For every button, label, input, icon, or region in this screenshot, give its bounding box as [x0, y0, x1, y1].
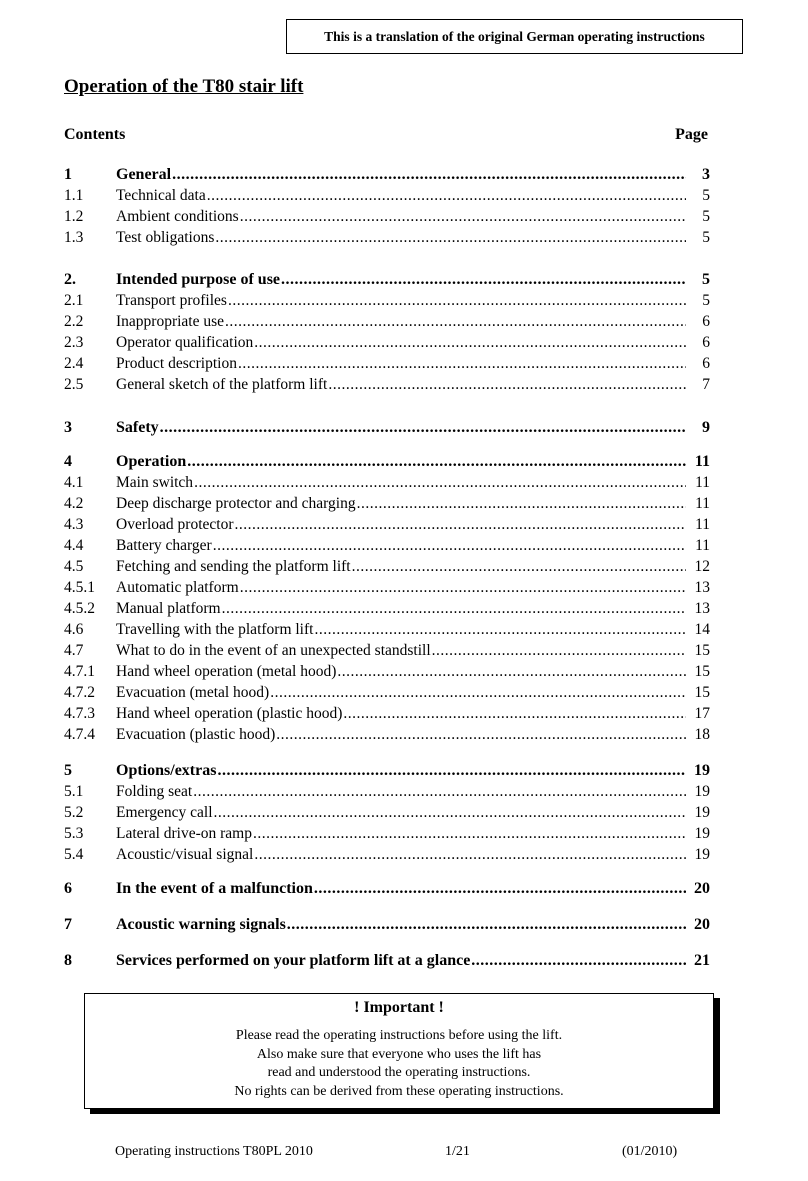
toc-entry — [64, 952, 710, 973]
footer-doc-id: Operating instructions T80PL 2010 — [115, 1144, 313, 1159]
toc-leader-dots — [314, 621, 686, 639]
toc-page-number: 15 — [694, 684, 710, 701]
toc-entry — [64, 187, 710, 208]
toc-leader-dots — [160, 419, 686, 437]
toc-leader-dots — [215, 229, 686, 247]
toc-leader-dots — [240, 579, 686, 597]
toc-number: 4.7.1 — [64, 663, 95, 680]
toc-entry — [64, 355, 710, 376]
important-notice-box — [84, 993, 714, 1109]
toc-page-number: 6 — [702, 334, 710, 351]
toc-entry — [64, 229, 710, 250]
toc-label: Main switch — [116, 474, 194, 491]
toc-number: 7 — [64, 916, 72, 933]
toc-label: Folding seat — [116, 783, 193, 800]
toc-number: 4 — [64, 453, 72, 470]
toc-label: Options/extras — [116, 762, 217, 779]
toc-leader-dots — [328, 376, 686, 394]
toc-number: 2.4 — [64, 355, 84, 372]
toc-entry — [64, 474, 710, 495]
toc-page-number: 18 — [694, 726, 710, 743]
toc-label: Hand wheel operation (plastic hood) — [116, 705, 343, 722]
toc-label: Inappropriate use — [116, 313, 225, 330]
toc-leader-dots — [287, 916, 686, 934]
toc-label: Manual platform — [116, 600, 221, 617]
toc-label: Overload protector — [116, 516, 234, 533]
toc-number: 4.7 — [64, 642, 84, 659]
toc-number: 1 — [64, 166, 72, 183]
toc-page-number: 3 — [702, 166, 710, 183]
toc-page-number: 19 — [694, 762, 710, 779]
toc-label: Evacuation (metal hood) — [116, 684, 270, 701]
toc-number: 5.1 — [64, 783, 84, 800]
toc-entry — [64, 916, 710, 937]
toc-label: Hand wheel operation (metal hood) — [116, 663, 337, 680]
toc-page-number: 13 — [694, 579, 710, 596]
toc-label: Acoustic warning signals — [116, 916, 286, 933]
toc-leader-dots — [270, 684, 686, 702]
toc-page-number: 11 — [694, 453, 710, 470]
toc-leader-dots — [193, 783, 686, 801]
important-line: read and understood the operating instructions. — [267, 1065, 531, 1080]
toc-label: Services performed on your platform lift at a glance — [116, 952, 471, 969]
toc-leader-dots — [343, 705, 686, 723]
contents-label: Contents — [64, 126, 126, 143]
toc-entry — [64, 880, 710, 901]
toc-label: Acoustic/visual signal — [116, 846, 254, 863]
toc-label: Operation — [116, 453, 187, 470]
toc-entry — [64, 271, 710, 292]
toc-page-number: 14 — [694, 621, 710, 638]
toc-entry — [64, 783, 710, 804]
toc-page-number: 11 — [695, 474, 710, 491]
toc-leader-dots — [187, 453, 686, 471]
toc-number: 5 — [64, 762, 72, 779]
toc-label: Fetching and sending the platform lift — [116, 558, 351, 575]
toc-label: Evacuation (plastic hood) — [116, 726, 276, 743]
toc-entry — [64, 825, 710, 846]
toc-leader-dots — [207, 187, 686, 205]
toc-leader-dots — [314, 880, 686, 898]
toc-number: 4.7.3 — [64, 705, 95, 722]
toc-page-number: 5 — [702, 229, 710, 246]
toc-number: 4.2 — [64, 495, 84, 512]
important-line: No rights can be derived from these operating instructions. — [234, 1083, 564, 1099]
toc-leader-dots — [432, 642, 686, 660]
toc-label: Intended purpose of use — [116, 271, 281, 288]
toc-leader-dots — [254, 846, 686, 864]
toc-page-number: 19 — [694, 804, 710, 821]
important-title: ! Important ! — [354, 999, 444, 1016]
toc-page-number: 9 — [702, 419, 710, 436]
toc-leader-dots — [253, 825, 686, 843]
toc-entry — [64, 292, 710, 313]
toc-entry — [64, 558, 710, 579]
toc-number: 4.5.1 — [64, 579, 95, 596]
toc-page-number: 11 — [695, 516, 710, 533]
toc-leader-dots — [276, 726, 686, 744]
toc-number: 4.7.4 — [64, 726, 95, 743]
toc-number: 1.1 — [64, 187, 84, 204]
toc-number: 8 — [64, 952, 72, 969]
toc-entry — [64, 495, 710, 516]
toc-leader-dots — [222, 600, 686, 618]
important-line: Please read the operating instructions before using the lift. — [235, 1028, 563, 1043]
page-column-label: Page — [675, 126, 708, 143]
toc-number: 5.4 — [64, 846, 84, 863]
toc-entry — [64, 684, 710, 705]
toc-page-number: 5 — [702, 271, 710, 288]
toc-number: 4.1 — [64, 474, 84, 491]
toc-page-number: 5 — [702, 187, 710, 204]
toc-number: 3 — [64, 419, 72, 436]
toc-page-number: 5 — [702, 208, 710, 225]
toc-leader-dots — [225, 313, 686, 331]
toc-page-number: 19 — [694, 846, 710, 863]
toc-entry — [64, 166, 710, 187]
toc-leader-dots — [254, 334, 686, 352]
toc-entry — [64, 600, 710, 621]
toc-page-number: 11 — [695, 537, 710, 554]
toc-entry — [64, 334, 710, 355]
toc-number: 6 — [64, 880, 72, 897]
toc-label: Product description — [116, 355, 237, 372]
footer-date: (01/2010) — [622, 1144, 678, 1159]
toc-leader-dots — [228, 292, 686, 310]
toc-number: 5.2 — [64, 804, 84, 821]
toc-page-number: 13 — [694, 600, 710, 617]
toc-leader-dots — [213, 537, 686, 555]
toc-number: 2.2 — [64, 313, 84, 330]
important-line: Also make sure that everyone who uses the lift has — [256, 1046, 542, 1062]
toc-entry — [64, 376, 710, 397]
toc-leader-dots — [238, 355, 686, 373]
toc-leader-dots — [194, 474, 686, 492]
contents-header — [64, 126, 708, 144]
toc-number: 2.3 — [64, 334, 84, 351]
toc-number: 4.3 — [64, 516, 84, 533]
toc-page-number: 7 — [702, 376, 710, 393]
toc-page-number: 15 — [694, 663, 710, 680]
toc-entry — [64, 762, 710, 783]
toc-page-number: 21 — [694, 952, 710, 969]
toc-entry — [64, 419, 710, 440]
toc-entry — [64, 579, 710, 600]
toc-label: Safety — [116, 419, 159, 436]
toc-label: General sketch of the platform lift — [116, 376, 328, 393]
toc-leader-dots — [471, 952, 686, 970]
toc-label: What to do in the event of an unexpected standstill — [116, 642, 431, 659]
toc-page-number: 6 — [702, 355, 710, 372]
toc-label: Travelling with the platform lift — [116, 621, 314, 638]
toc-entry — [64, 313, 710, 334]
toc-page-number: 20 — [694, 880, 710, 897]
toc-entry — [64, 804, 710, 825]
footer-page-number: 1/21 — [445, 1144, 470, 1159]
toc-entry — [64, 516, 710, 537]
toc-label: Deep discharge protector and charging — [116, 495, 356, 512]
toc-number: 1.3 — [64, 229, 84, 246]
toc-label: In the event of a malfunction — [116, 880, 313, 897]
toc-entry — [64, 726, 710, 747]
toc-label: Test obligations — [116, 229, 215, 246]
toc-entry — [64, 537, 710, 558]
toc-page-number: 20 — [694, 916, 710, 933]
toc-page-number: 11 — [695, 495, 710, 512]
toc-entry — [64, 621, 710, 642]
toc-entry — [64, 453, 710, 474]
toc-leader-dots — [214, 804, 686, 822]
toc-entry — [64, 663, 710, 684]
toc-entry — [64, 208, 710, 229]
toc-number: 4.5 — [64, 558, 84, 575]
toc-label: Emergency call — [116, 804, 213, 821]
toc-number: 2.1 — [64, 292, 84, 309]
toc-number: 4.4 — [64, 537, 84, 554]
toc-leader-dots — [235, 516, 687, 534]
toc-label: General — [116, 166, 172, 183]
toc-page-number: 5 — [702, 292, 710, 309]
toc-number: 4.6 — [64, 621, 84, 638]
page-title: Operation of the T80 stair lift — [64, 76, 304, 97]
toc-page-number: 6 — [702, 313, 710, 330]
toc-page-number: 19 — [694, 783, 710, 800]
toc-label: Lateral drive-on ramp — [116, 825, 252, 842]
toc-entry — [64, 642, 710, 663]
translation-notice: This is a translation of the original German operating instructions — [286, 19, 743, 54]
toc-number: 2. — [64, 271, 76, 288]
toc-label: Battery charger — [116, 537, 212, 554]
toc-leader-dots — [240, 208, 686, 226]
toc-leader-dots — [352, 558, 686, 576]
toc-number: 5.3 — [64, 825, 84, 842]
toc-label: Automatic platform — [116, 579, 239, 596]
toc-number: 2.5 — [64, 376, 84, 393]
toc-leader-dots — [281, 271, 686, 289]
toc-entry — [64, 846, 710, 867]
toc-entry — [64, 705, 710, 726]
toc-number: 4.7.2 — [64, 684, 95, 701]
toc-leader-dots — [217, 762, 686, 780]
toc-number: 4.5.2 — [64, 600, 95, 617]
toc-number: 1.2 — [64, 208, 84, 225]
toc-leader-dots — [357, 495, 686, 513]
toc-leader-dots — [172, 166, 686, 184]
toc-page-number: 12 — [694, 558, 710, 575]
toc-label: Operator qualification — [116, 334, 254, 351]
toc-label: Technical data — [116, 187, 206, 204]
toc-label: Transport profiles — [116, 292, 227, 309]
toc-page-number: 17 — [694, 705, 710, 722]
toc-label: Ambient conditions — [116, 208, 239, 225]
toc-page-number: 19 — [694, 825, 710, 842]
toc-leader-dots — [337, 663, 686, 681]
toc-page-number: 15 — [694, 642, 710, 659]
